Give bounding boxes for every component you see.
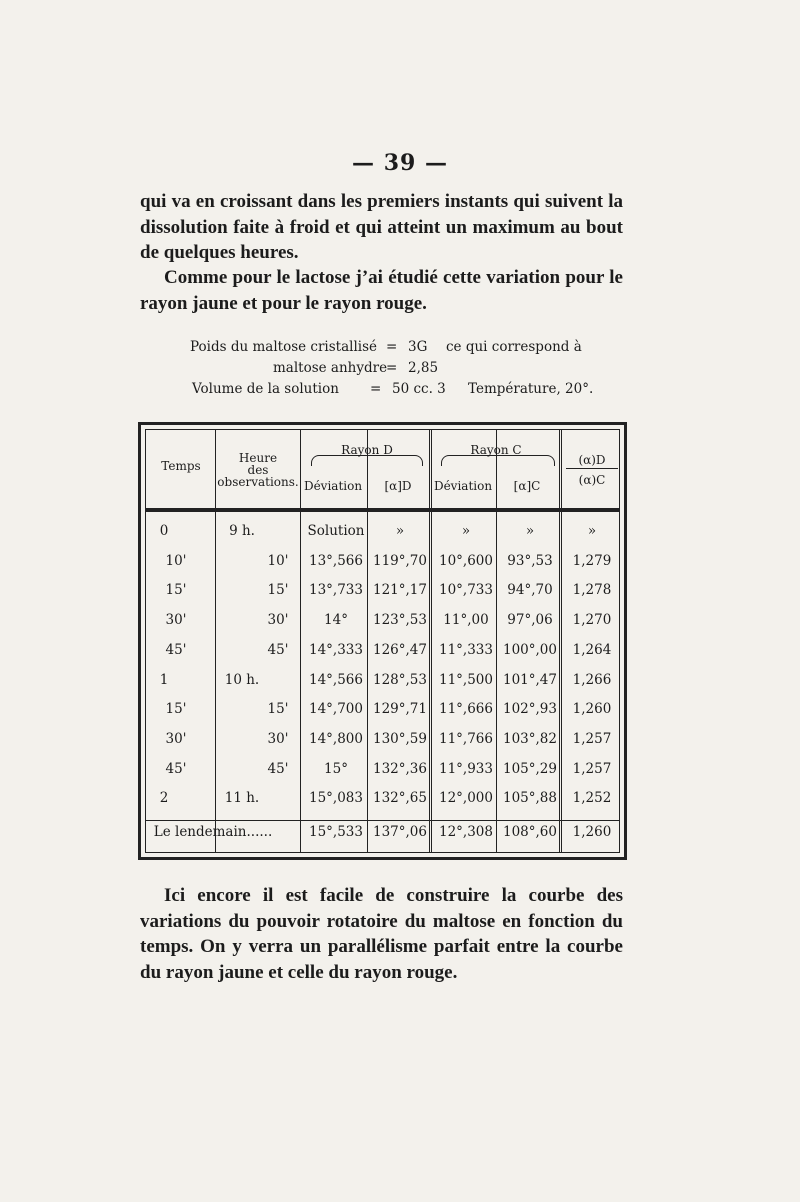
cell-ratio: 1,257 [572,730,612,747]
cell-heure: 15' [267,582,289,599]
cell-temps: 1 [159,671,169,688]
header-ratio-top: (α)D [578,453,606,467]
cell-deviation-c: 11°,333 [439,641,493,658]
cell-alpha-c: 94°,70 [507,582,553,599]
cell-alpha-d: 123°,53 [373,612,427,629]
col-rule [496,430,497,852]
param-line1-rest: ce qui correspond à [446,339,582,355]
cell-temps: 30' [165,730,187,747]
ratio-fraction-line [566,468,618,469]
page-number: — 39 — [352,150,448,176]
header-rayon-c: Rayon C [470,443,522,457]
last-row-dev-c: 12°,308 [439,824,493,840]
cell-temps: 45' [165,760,187,777]
cell-alpha-d: » [395,523,405,539]
param-line2-eq: = [386,360,398,376]
paragraph-3 [140,883,623,985]
cell-ratio: 1,279 [572,552,612,569]
cell-alpha-c: 100°,00 [503,641,557,658]
param-line1-label: Poids du maltose cristallisé [190,339,378,355]
col-rule [367,430,368,852]
col-rule [215,430,216,852]
paragraph-2-text: Comme pour le lactose j’ai étudié cette variation pour le rayon jaune et pour le rayon rouge. [140,267,623,314]
last-row-alpha-d: 137°,06 [373,824,427,840]
cell-temps: 0 [159,523,169,539]
last-row-dev-d: 15°,533 [309,824,363,840]
param-line3-eq: = [370,381,382,397]
cell-temps: 15' [165,701,187,718]
header-deviation-c: Déviation [433,479,493,493]
cell-temps: 45' [165,641,187,658]
last-row-alpha-c: 108°,60 [503,824,557,840]
param-line1-eq: = [386,339,398,355]
cell-heure: 45' [267,641,289,658]
param-line3-label: Volume de la solution [192,381,339,397]
cell-deviation-d: 13°,566 [309,552,363,569]
cell-temps: 15' [165,582,187,599]
cell-alpha-d: 132°,36 [373,760,427,777]
cell-deviation-c: 11°,666 [439,701,493,718]
cell-alpha-d: 128°,53 [373,671,427,688]
cell-ratio: 1,270 [572,612,612,629]
cell-deviation-d: 14°,566 [309,671,363,688]
cell-heure: 10' [267,552,289,569]
cell-alpha-c: 97°,06 [507,612,553,629]
header-temps: Temps [161,459,201,473]
paragraph-2 [140,265,623,316]
param-line2-label: maltose anhydre [273,360,388,376]
cell-heure: 10 h. [224,671,260,688]
header-heure-2: des [247,463,269,477]
cell-ratio: 1,257 [572,760,612,777]
header-ratio-bottom: (α)C [578,473,606,487]
cell-deviation-c: 11°,500 [439,671,493,688]
cell-deviation-c: 12°,000 [439,790,493,807]
cell-heure: 30' [267,612,289,629]
col-rule [300,430,301,852]
last-row-ratio: 1,260 [572,824,612,840]
header-rule [146,508,619,512]
cell-alpha-d: 130°,59 [373,730,427,747]
cell-alpha-c: 102°,93 [503,701,557,718]
cell-temps: 30' [165,612,187,629]
cell-alpha-c: 105°,29 [503,760,557,777]
cell-ratio: 1,278 [572,582,612,599]
cell-heure: 30' [267,730,289,747]
cell-deviation-c: » [461,523,471,539]
param-line2-value: 2,85 [408,360,439,376]
cell-deviation-d: Solution [307,523,365,539]
table-inner [145,429,620,853]
header-alpha-d: [α]D [384,479,412,493]
cell-alpha-c: 103°,82 [503,730,557,747]
cell-deviation-d: 15°,083 [309,790,363,807]
cell-deviation-c: 11°,933 [439,760,493,777]
cell-alpha-d: 129°,71 [373,701,427,718]
cell-deviation-c: 11°,00 [443,612,489,629]
cell-alpha-d: 119°,70 [373,552,427,569]
cell-deviation-d: 15° [324,760,348,777]
cell-alpha-c: » [525,523,535,539]
cell-deviation-d: 13°,733 [309,582,363,599]
last-row-rule [146,820,619,821]
paragraph-3-text: Ici encore il est facile de construire la courbe des variations du pouvoir rotatoire du maltose en fonction du temps. On y verra un parallélisme parfait entre la courbe du rayon jaune et celle du rayon rouge. [140,885,623,983]
cell-alpha-c: 101°,47 [503,671,557,688]
cell-alpha-d: 132°,65 [373,790,427,807]
cell-alpha-c: 105°,88 [503,790,557,807]
cell-ratio: 1,264 [572,641,612,658]
cell-heure: 15' [267,701,289,718]
cell-heure: 9 h. [229,523,255,539]
cell-deviation-c: 10°,733 [439,582,493,599]
cell-ratio: 1,252 [572,790,612,807]
cell-deviation-d: 14°,800 [309,730,363,747]
data-table [138,422,627,860]
header-heure-1: Heure [238,451,278,465]
header-heure-3: observations. [217,475,299,489]
col-rule-double [559,430,562,852]
param-line3-rest: Température, 20°. [468,381,594,397]
cell-alpha-c: 93°,53 [507,552,553,569]
cell-temps: 2 [159,790,169,807]
cell-deviation-c: 10°,600 [439,552,493,569]
cell-heure: 45' [267,760,289,777]
cell-deviation-c: 11°,766 [439,730,493,747]
paragraph-1: qui va en croissant dans les premiers instants qui suivent la dissolution faite à froid et qui atteint un maximum au bout de quelques heures. [140,191,623,263]
header-alpha-c: [α]C [513,479,541,493]
cell-alpha-d: 121°,17 [373,582,427,599]
cell-deviation-d: 14°,700 [309,701,363,718]
cell-deviation-d: 14° [324,612,348,629]
header-deviation-d: Déviation [303,479,363,493]
header-rayon-d: Rayon D [341,443,393,457]
param-line1-value: 3G [408,339,428,355]
cell-deviation-d: 14°,333 [309,641,363,658]
cell-ratio: » [587,523,597,539]
cell-alpha-d: 126°,47 [373,641,427,658]
cell-temps: 10' [165,552,187,569]
col-rule-double [429,430,432,852]
cell-ratio: 1,260 [572,701,612,718]
param-line3-value: 50 cc. 3 [392,381,446,397]
cell-heure: 11 h. [224,790,260,807]
last-row-label: Le lendemain...... [153,824,273,840]
cell-ratio: 1,266 [572,671,612,688]
